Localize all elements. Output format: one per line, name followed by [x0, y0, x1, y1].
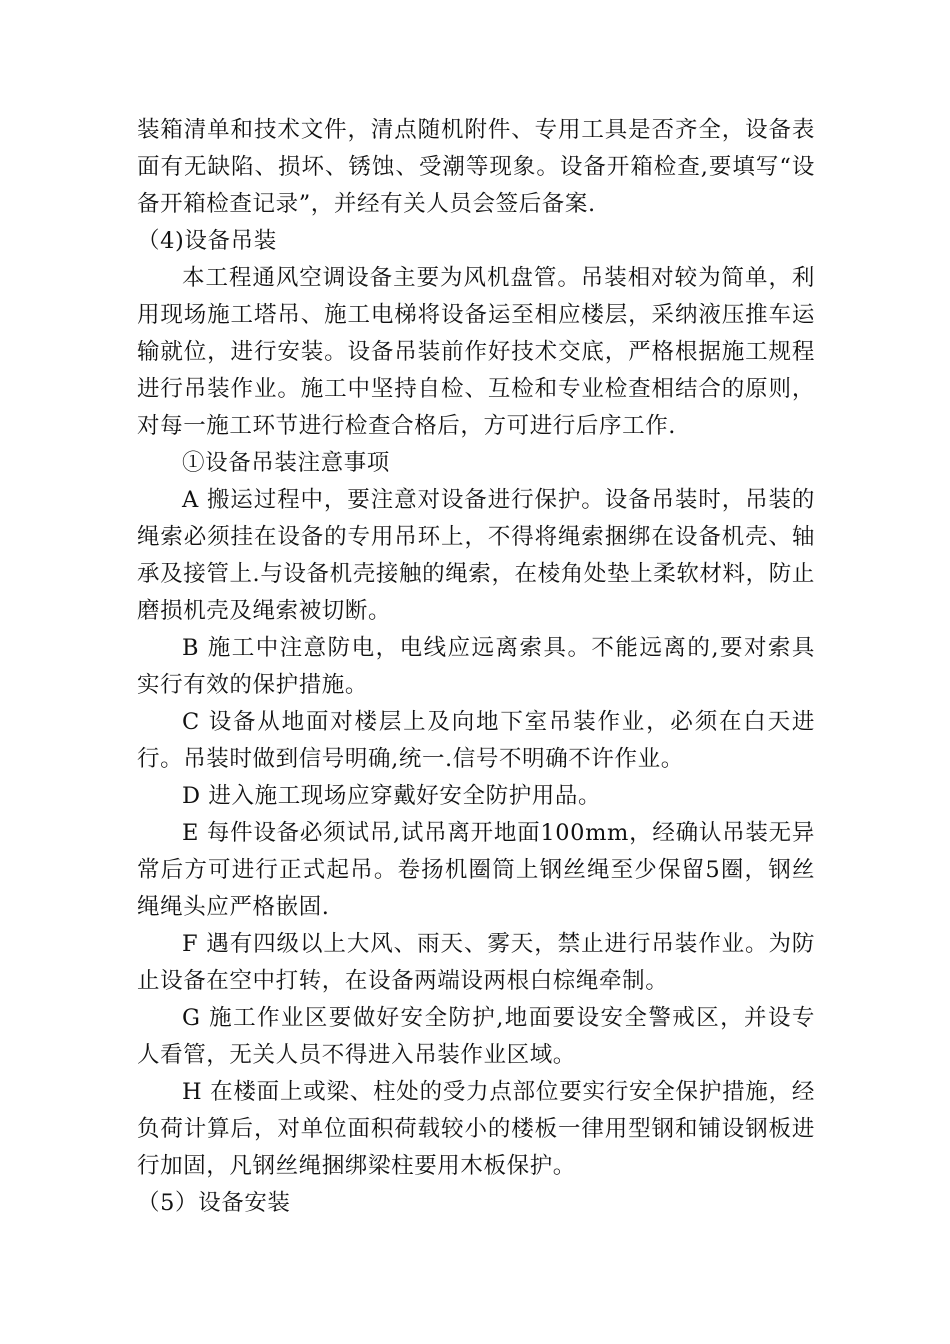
- list-item-d: D 进入施工现场应穿戴好安全防护用品。: [182, 783, 602, 809]
- subheading-hoisting-precautions: ①设备吊装注意事项: [182, 450, 390, 476]
- document-body: [137, 112, 815, 1222]
- list-item-f: F 遇有四级以上大风、雨天、雾天，禁止进行吊装作业。为防止设备在空中打转，在设备两端设两根白棕绳牵制。: [137, 931, 815, 994]
- paragraph-unpacking-inspection: 装箱清单和技术文件，清点随机附件、专用工具是否齐全，设备表面有无缺陷、损坏、锈蚀、受潮等现象。设备开箱检查,要填写“设备开箱检查记录”，并经有关人员会签后备案.: [137, 117, 815, 217]
- list-item-a: A 搬运过程中，要注意对设备进行保护。设备吊装时，吊装的绳索必须挂在设备的专用吊环上，不得将绳索捆绑在设备机壳、轴承及接管上.与设备机壳接触的绳索，在棱角处垫上柔软材料，防止磨损机壳及绳索被切断。: [137, 487, 815, 624]
- paragraph-hoisting-overview: 本工程通风空调设备主要为风机盘管。吊装相对较为简单，利用现场施工塔吊、施工电梯将设备运至相应楼层，采纳液压推车运输就位，进行安装。设备吊装前作好技术交底，严格根据施工规程进行吊装作业。施工中坚持自检、互检和专业检查相结合的原则，对每一施工环节进行检查合格后，方可进行后序工作.: [137, 265, 815, 439]
- list-item-c: C 设备从地面对楼层上及向地下室吊装作业，必须在白天进行。吊装时做到信号明确,统一.信号不明确不许作业。: [137, 709, 815, 772]
- section-heading-equipment-installation: （5）设备安装: [137, 1190, 291, 1216]
- list-item-b: B 施工中注意防电，电线应远离索具。不能远离的,要对索具实行有效的保护措施。: [137, 635, 815, 698]
- list-item-g: G 施工作业区要做好安全防护,地面要设安全警戒区，并设专人看管，无关人员不得进入吊装作业区域。: [137, 1005, 815, 1068]
- list-item-h: H 在楼面上或梁、柱处的受力点部位要实行安全保护措施，经负荷计算后，对单位面积荷载较小的楼板一律用型钢和铺设钢板进行加固，凡钢丝绳捆绑梁柱要用木板保护。: [137, 1079, 815, 1179]
- list-item-e: E 每件设备必须试吊,试吊离开地面100mm，经确认吊装无异常后方可进行正式起吊。卷扬机圈筒上钢丝绳至少保留5圈，钢丝绳绳头应严格嵌固.: [137, 820, 815, 920]
- section-heading-equipment-hoisting: （4)设备吊装: [137, 228, 277, 254]
